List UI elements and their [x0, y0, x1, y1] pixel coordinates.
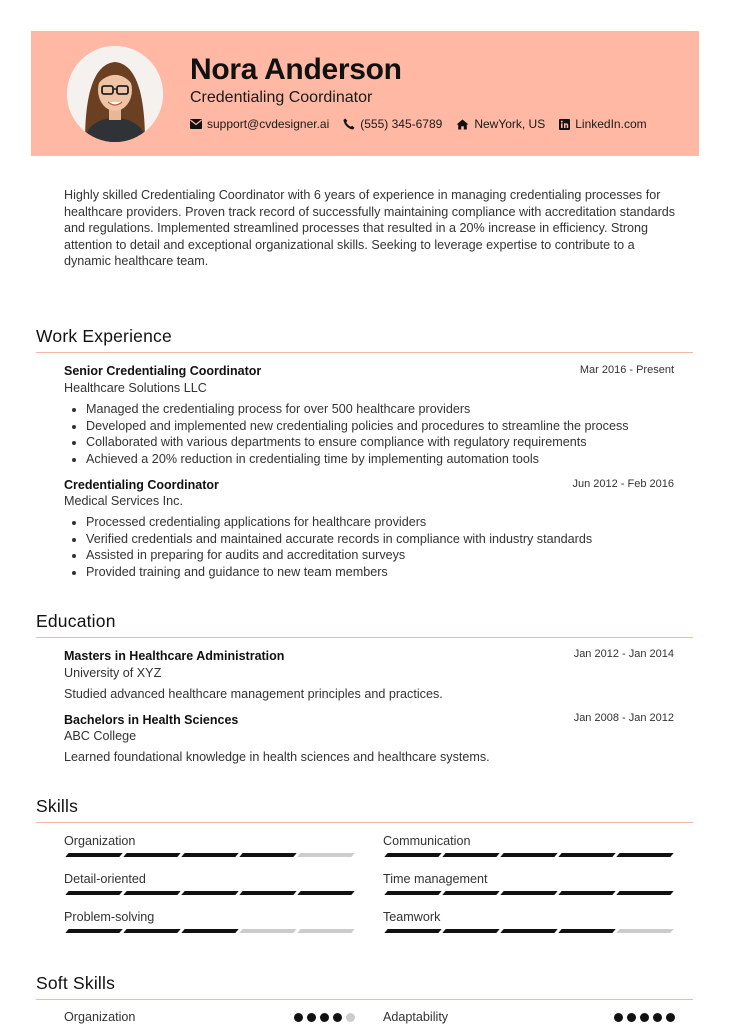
contact-list	[190, 117, 647, 131]
skill-level-segment-filled	[181, 929, 238, 933]
skill-name: Teamwork	[383, 910, 441, 924]
rating-dot-empty	[346, 1013, 355, 1022]
rating-dot-filled	[666, 1013, 675, 1022]
skill-level-bar	[386, 891, 672, 895]
job-bullet: • Provided training and guidance to new team members	[86, 564, 592, 581]
job-bullet: • Developed and implemented new credentialing policies and procedures to streamline the process	[86, 418, 629, 435]
rating-dot-filled	[653, 1013, 662, 1022]
candidate-name: Nora Anderson	[190, 53, 402, 86]
education-heading: Education	[36, 611, 116, 631]
skill-level-segment-filled	[384, 891, 441, 895]
skill-name: Communication	[383, 834, 471, 848]
job-bullet: • Achieved a 20% reduction in credentialing time by implementing automation tools	[86, 451, 629, 468]
degree-title: Bachelors in Health Sciences	[64, 713, 239, 727]
skill-level-segment-filled	[442, 929, 499, 933]
skill-level-segment-filled	[181, 891, 238, 895]
skill-level-bar	[67, 853, 353, 857]
work-experience-heading: Work Experience	[36, 326, 172, 346]
skill-level-bar	[386, 853, 672, 857]
contact-linkedin[interactable]	[559, 117, 646, 131]
rating-dot-filled	[627, 1013, 636, 1022]
school-name: University of XYZ	[64, 666, 162, 680]
skill-level-segment-filled	[239, 853, 296, 857]
job-bullets	[64, 401, 629, 467]
home-icon	[456, 119, 469, 130]
soft-skill-name: Adaptability	[383, 1010, 449, 1024]
skill-level-bar	[67, 891, 353, 895]
job-title: Senior Credentialing Coordinator	[64, 364, 262, 378]
skill-level-segment-filled	[442, 891, 499, 895]
skill-name: Time management	[383, 872, 488, 886]
contact-phone[interactable]	[343, 117, 442, 131]
skill-level-segment-filled	[65, 929, 122, 933]
email-text: support@cvdesigner.ai	[207, 117, 330, 131]
soft-skill-rating	[294, 1013, 355, 1022]
skill-name: Detail-oriented	[64, 872, 146, 886]
education-dates: Jan 2008 - Jan 2012	[573, 712, 674, 724]
professional-summary: Highly skilled Credentialing Coordinator with 6 years of experience in managing credentialing processes for healthcare providers. Proven track record of successfully maintaining compliance with accreditation standards and regulations. Implemented streamlined processes that resulted in a 20% increase in efficiency. Strong attention to detail and exceptional organizational skills. Seeking to leverage expertise to contribute to a dynamic healthcare team.	[64, 188, 676, 268]
envelope-icon	[190, 119, 202, 129]
skill-level-bar	[386, 929, 672, 933]
skill-name: Problem-solving	[64, 910, 155, 924]
rating-dot-filled	[320, 1013, 329, 1022]
skill-level-bar	[67, 929, 353, 933]
skill-level-segment-filled	[616, 891, 673, 895]
rating-dot-filled	[333, 1013, 342, 1022]
phone-icon	[343, 118, 355, 130]
job-bullet: • Verified credentials and maintained accurate records in compliance with industry standards	[86, 531, 592, 548]
job-dates: Jun 2012 - Feb 2016	[572, 478, 674, 490]
skill-level-segment-filled	[558, 929, 615, 933]
skill-level-segment-filled	[558, 853, 615, 857]
job-company: Healthcare Solutions LLC	[64, 381, 207, 395]
job-dates: Mar 2016 - Present	[579, 364, 674, 376]
skill-level-segment-filled	[65, 891, 122, 895]
resume-header	[31, 31, 699, 156]
skill-level-segment-filled	[65, 853, 122, 857]
candidate-title: Credentialing Coordinator	[190, 89, 373, 106]
job-bullet: • Collaborated with various departments to ensure compliance with regulatory requirements	[86, 434, 629, 451]
skill-name: Organization	[64, 834, 136, 848]
skill-level-segment-empty	[239, 929, 296, 933]
skill-level-segment-filled	[181, 853, 238, 857]
skill-level-segment-empty	[616, 929, 673, 933]
skill-level-segment-filled	[123, 853, 180, 857]
school-name: ABC College	[64, 729, 137, 743]
skill-level-segment-filled	[297, 891, 354, 895]
skill-level-segment-filled	[500, 891, 557, 895]
skill-level-segment-filled	[558, 891, 615, 895]
contact-location[interactable]	[456, 117, 545, 131]
rating-dot-filled	[614, 1013, 623, 1022]
rating-dot-filled	[307, 1013, 316, 1022]
skill-level-segment-filled	[123, 891, 180, 895]
linkedin-text: LinkedIn.com	[575, 117, 647, 131]
section-divider	[36, 822, 693, 823]
skill-level-segment-filled	[123, 929, 180, 933]
skills-heading: Skills	[36, 796, 79, 816]
rating-dot-filled	[294, 1013, 303, 1022]
linkedin-icon	[559, 119, 570, 130]
section-divider	[36, 637, 693, 638]
skill-level-segment-filled	[239, 891, 296, 895]
job-bullet: • Managed the credentialing process for over 500 healthcare providers	[86, 401, 629, 418]
skill-level-segment-filled	[500, 853, 557, 857]
skill-level-segment-filled	[616, 853, 673, 857]
section-divider	[36, 999, 693, 1000]
section-divider	[36, 352, 693, 353]
location-text: NewYork, US	[474, 117, 546, 131]
job-bullet: • Processed credentialing applications for healthcare providers	[86, 514, 592, 531]
job-bullet: • Assisted in preparing for audits and accreditation surveys	[86, 547, 592, 564]
job-title: Credentialing Coordinator	[64, 478, 219, 492]
soft-skill-rating	[614, 1013, 675, 1022]
phone-text: (555) 345-6789	[360, 117, 443, 131]
profile-photo	[67, 46, 163, 142]
education-dates: Jan 2012 - Jan 2014	[573, 648, 674, 660]
skill-level-segment-filled	[384, 853, 441, 857]
skill-level-segment-empty	[297, 853, 354, 857]
avatar	[67, 46, 163, 142]
education-description: Studied advanced healthcare management principles and practices.	[64, 687, 443, 701]
education-description: Learned foundational knowledge in health sciences and healthcare systems.	[64, 750, 490, 764]
skill-level-segment-filled	[500, 929, 557, 933]
job-company: Medical Services Inc.	[64, 494, 183, 508]
skill-level-segment-filled	[442, 853, 499, 857]
skill-level-segment-filled	[384, 929, 441, 933]
soft-skills-heading: Soft Skills	[36, 973, 116, 993]
rating-dot-filled	[640, 1013, 649, 1022]
skill-level-segment-empty	[297, 929, 354, 933]
job-bullets	[64, 514, 592, 580]
soft-skill-name: Organization	[64, 1010, 136, 1024]
degree-title: Masters in Healthcare Administration	[64, 649, 285, 663]
contact-email[interactable]	[190, 117, 329, 131]
